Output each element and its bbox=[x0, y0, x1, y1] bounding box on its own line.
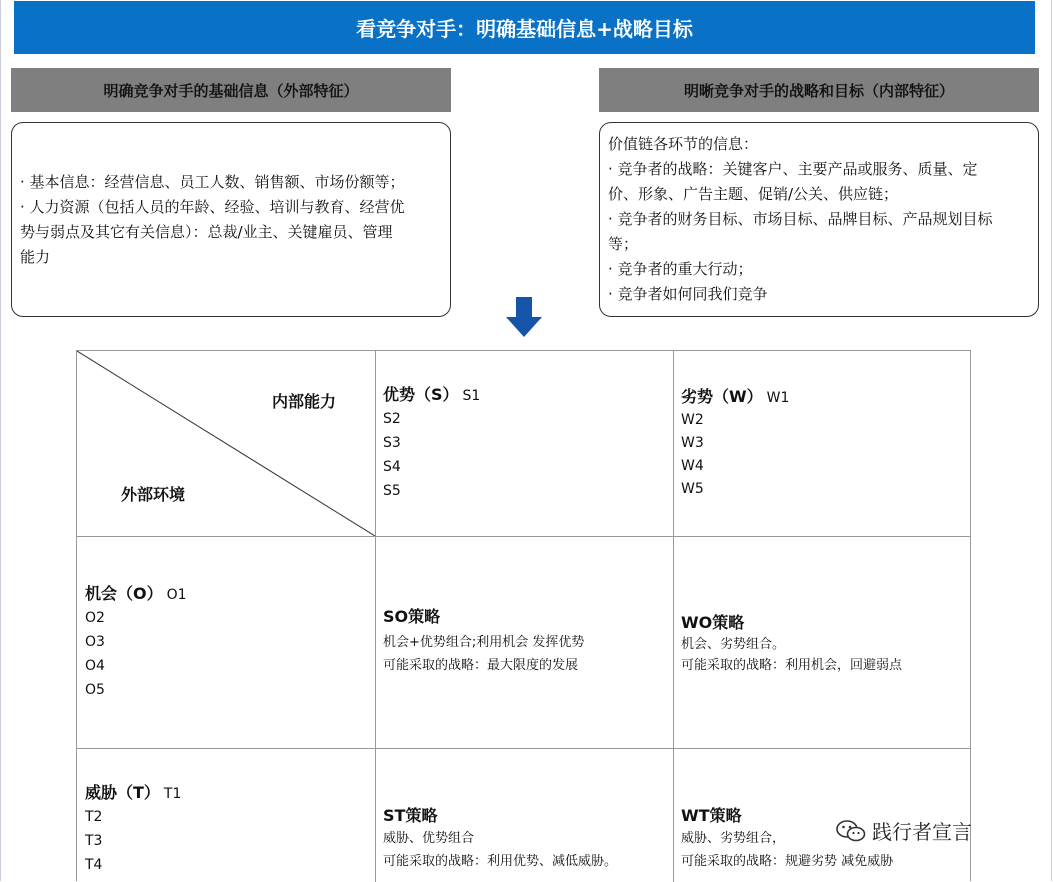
threat-item: T2 bbox=[85, 809, 103, 825]
threat-item: T4 bbox=[85, 857, 103, 873]
info-line: 价、形象、广告主题、促销/公关、供应链； bbox=[608, 185, 899, 203]
weaknesses-title: 劣势（W） bbox=[681, 387, 763, 406]
info-line: · 基本信息：经营信息、员工人数、销售额、市场份额等； bbox=[20, 172, 405, 191]
weakness-item: W1 bbox=[766, 390, 790, 406]
opportunity-item: O5 bbox=[85, 682, 105, 698]
strategy-line: 机会、劣势组合。 bbox=[681, 637, 786, 652]
page-title: 看竞争对手：明确基础信息+战略目标 bbox=[14, 1, 1035, 54]
wechat-icon bbox=[836, 819, 866, 843]
weakness-item: W5 bbox=[681, 481, 704, 497]
st-strategy-cell bbox=[383, 805, 617, 873]
internal-features-header: 明晰竞争对手的战略和目标（内部特征） bbox=[599, 68, 1039, 112]
strategy-line: 威胁、劣势组合， bbox=[681, 831, 786, 846]
info-line: · 竞争者的重大行动； bbox=[608, 260, 753, 278]
info-line: · 竞争者如何同我们竞争 bbox=[608, 285, 768, 303]
info-line: 价值链各环节的信息： bbox=[608, 135, 759, 153]
external-environment-label: 外部环境 bbox=[121, 485, 186, 504]
wt-strategy-title: WT策略 bbox=[681, 806, 742, 825]
threats-title: 威胁（T） bbox=[85, 783, 160, 802]
threat-item: T3 bbox=[85, 833, 103, 849]
info-line: 能力 bbox=[20, 247, 51, 266]
strategy-line: 可能采取的战略：利用机会，回避弱点 bbox=[681, 658, 903, 673]
strength-item: S4 bbox=[383, 459, 401, 475]
strengths-title: 优势（S） bbox=[383, 385, 459, 404]
threat-item: T1 bbox=[163, 786, 182, 802]
wo-strategy-title: WO策略 bbox=[681, 613, 745, 632]
weaknesses-cell bbox=[681, 386, 789, 501]
opportunities-cell bbox=[85, 583, 187, 702]
page-border-right bbox=[1051, 0, 1052, 881]
down-arrow-icon bbox=[506, 297, 542, 337]
grid-line bbox=[375, 351, 376, 882]
wo-strategy-cell bbox=[681, 612, 902, 676]
info-line: · 竞争者的财务目标、市场目标、品牌目标、产品规划目标 bbox=[608, 210, 993, 228]
strategy-line: 机会+优势组合;利用机会 发挥优势 bbox=[383, 635, 585, 650]
strengths-cell bbox=[383, 384, 480, 503]
strategy-line: 可能采取的战略：利用优势、减低威胁。 bbox=[383, 854, 618, 869]
strength-item: S5 bbox=[383, 483, 401, 499]
strategy-line: 可能采取的战略：规避劣势 减免威胁 bbox=[681, 854, 894, 869]
watermark-text: 践行者宣言 bbox=[872, 820, 972, 844]
watermark bbox=[836, 816, 972, 845]
weakness-item: W3 bbox=[681, 435, 704, 451]
external-features-header: 明确竞争对手的基础信息（外部特征） bbox=[11, 68, 451, 112]
info-line: · 人力资源（包括人员的年龄、经验、培训与教育、经营优 bbox=[20, 197, 405, 216]
swot-matrix bbox=[76, 350, 971, 881]
diagonal-divider bbox=[77, 351, 375, 536]
strategy-line: 可能采取的战略：最大限度的发展 bbox=[383, 658, 579, 673]
grid-line bbox=[77, 748, 970, 749]
strength-item: S3 bbox=[383, 435, 401, 451]
st-strategy-title: ST策略 bbox=[383, 806, 438, 825]
opportunity-item: O2 bbox=[85, 610, 105, 626]
threats-cell bbox=[85, 782, 181, 877]
opportunity-item: O1 bbox=[166, 587, 187, 603]
page-border-left bbox=[0, 0, 1, 881]
grid-line bbox=[77, 536, 970, 537]
info-line: · 竞争者的战略：关键客户、主要产品或服务、质量、定 bbox=[608, 160, 978, 178]
so-strategy-title: SO策略 bbox=[383, 607, 441, 626]
info-line: 势与弱点及其它有关信息）：总裁/业主、关键雇员、管理 bbox=[20, 222, 393, 241]
grid-line bbox=[673, 351, 674, 882]
strength-item: S2 bbox=[383, 411, 401, 427]
weakness-item: W4 bbox=[681, 458, 704, 474]
external-features-box bbox=[11, 122, 451, 317]
opportunity-item: O3 bbox=[85, 634, 105, 650]
internal-features-box bbox=[599, 122, 1039, 317]
strength-item: S1 bbox=[462, 388, 481, 404]
info-line: 等； bbox=[608, 235, 639, 253]
so-strategy-cell bbox=[383, 606, 584, 677]
opportunities-title: 机会（O） bbox=[85, 584, 163, 603]
strategy-line: 威胁、优势组合 bbox=[383, 831, 475, 846]
weakness-item: W2 bbox=[681, 412, 704, 428]
opportunity-item: O4 bbox=[85, 658, 105, 674]
internal-capability-label: 内部能力 bbox=[272, 392, 337, 411]
